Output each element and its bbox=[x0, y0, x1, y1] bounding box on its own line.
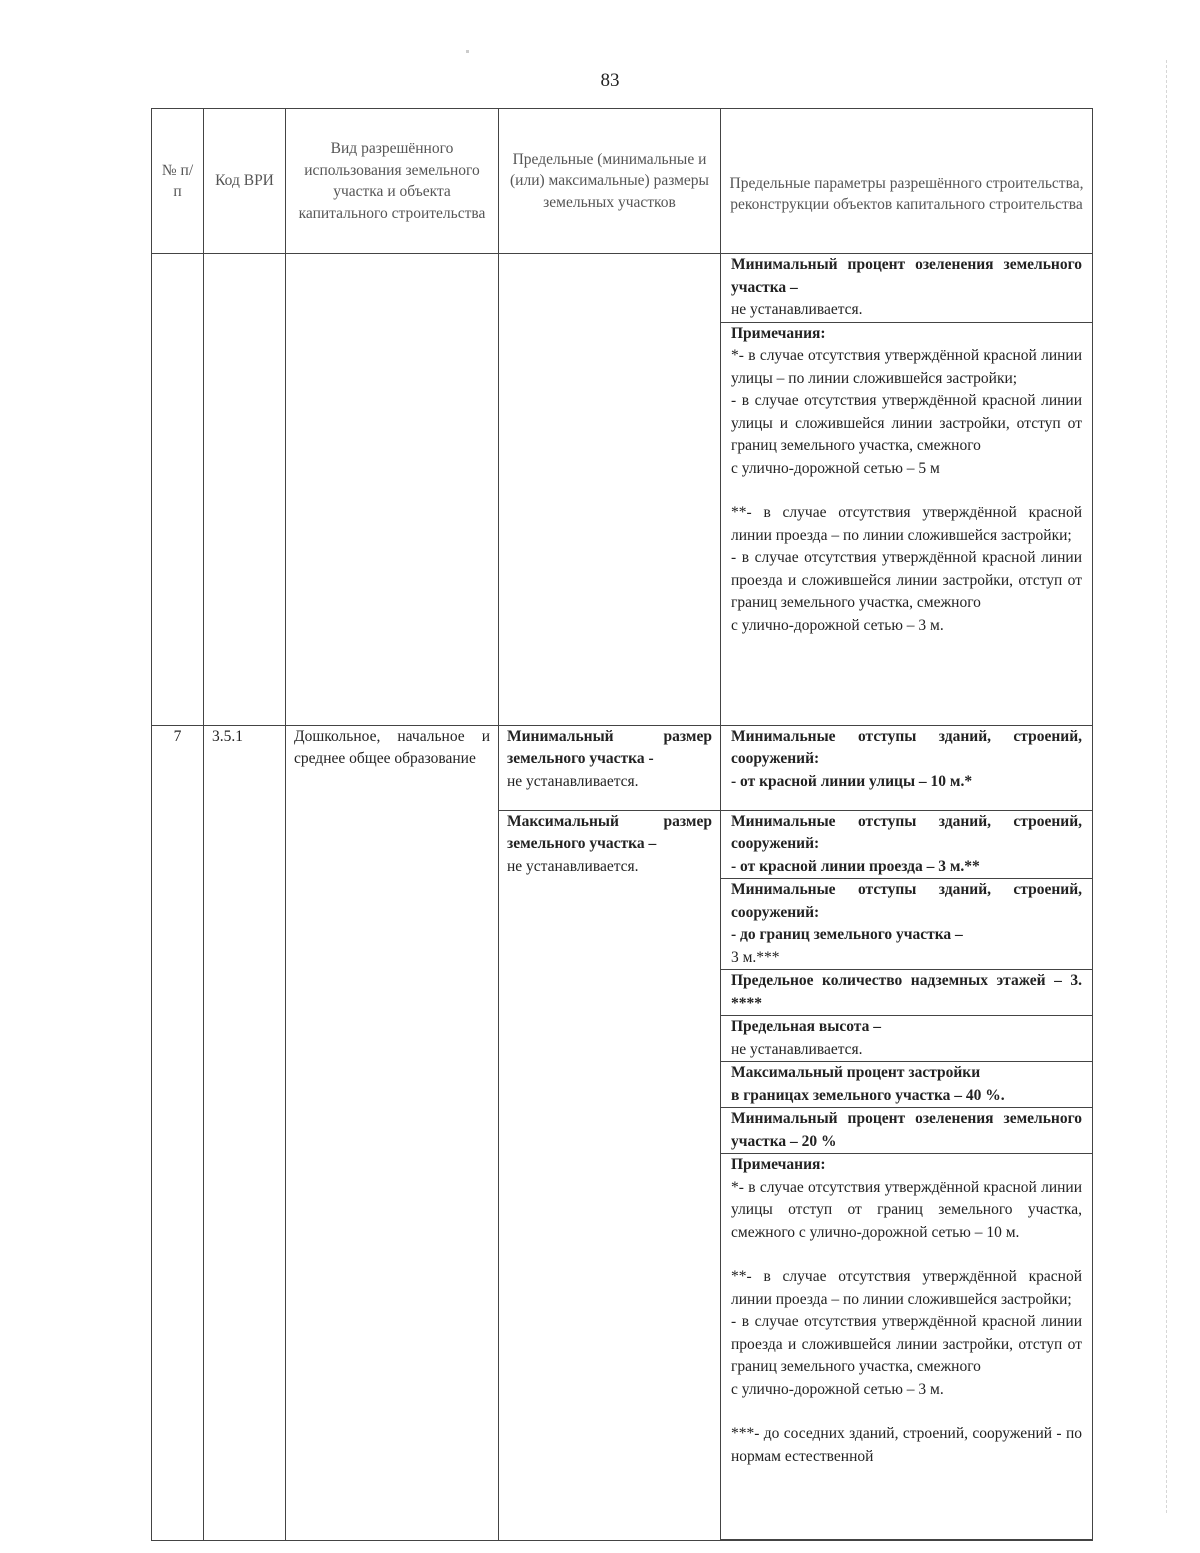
page-number: 83 bbox=[600, 70, 620, 91]
row7-param-floors: Предельное количество надземных этажей – 3. **** bbox=[721, 970, 1093, 1016]
table-row-continuation-green bbox=[152, 254, 1093, 323]
header-sizes: Предельные (минимальные и (или) максимальные) размеры земельных участков bbox=[499, 109, 721, 254]
row7-param-greening: Минимальный процент озеленения земельного участка – 20 % bbox=[721, 1108, 1093, 1154]
header-kind: Вид разрешённого использования земельного участка и объекта капитального строительства bbox=[286, 109, 499, 254]
row7-kind: Дошкольное, начальное и среднее общее образование bbox=[286, 725, 499, 1541]
notes-cont: Примечания: *- в случае отсутствия утверждённой красной линии улицы – по линии сложившейся застройки; - в случае отсутствия утверждённой красной линии улицы и сложившейся линии застройки, отступ от границ земельного участка, смежного с улично-дорожной сетью – 5 м **- в случае отсутствия утверждённой красной линии проезда – по линии сложившейся застройки; - в случае отсутствия утверждённой красной линии проезда и сложившейся линии застройки, отступ от границ земельного участка, смежного с улично-дорожной сетью – 3 м. bbox=[721, 322, 1093, 725]
header-params: Предельные параметры разрешённого строительства, реконструкции объектов капитального строительства bbox=[721, 109, 1093, 254]
row7-param-height: Предельная высота – не устанавливается. bbox=[721, 1016, 1093, 1062]
row7-param-red-line-passage: Минимальные отступы зданий, строений, сооружений: - от красной линии проезда – 3 м.** bbox=[721, 810, 1093, 879]
cont-num-cell bbox=[152, 254, 204, 726]
cont-kind-cell bbox=[286, 254, 499, 726]
row7-param-red-line-street: Минимальные отступы зданий, строений, сооружений: - от красной линии улицы – 10 м.* bbox=[721, 725, 1093, 810]
row7-min-size: Минимальный размер земельного участка - не устанавливается. bbox=[499, 725, 721, 810]
table-row-7 bbox=[152, 725, 1093, 810]
cont-code-cell bbox=[204, 254, 286, 726]
table-header-row bbox=[152, 109, 1093, 254]
row7-code: 3.5.1 bbox=[204, 725, 286, 1541]
land-use-table bbox=[151, 108, 1093, 1541]
param-green-cont: Минимальный процент озеленения земельного участка – не устанавливается. bbox=[721, 254, 1093, 323]
scan-artifact-line bbox=[1166, 60, 1168, 1513]
row7-max-size: Максимальный размер земельного участка – не устанавливается. bbox=[499, 810, 721, 1541]
row7-param-plot-boundary: Минимальные отступы зданий, строений, сооружений: - до границ земельного участка – 3 м.*** bbox=[721, 879, 1093, 970]
header-code: Код ВРИ bbox=[204, 109, 286, 254]
row7-notes: Примечания: *- в случае отсутствия утверждённой красной линии улицы отступ от границ земельного участка, смежного с улично-дорожной сетью – 10 м. **- в случае отсутствия утверждённой красной линии проезда – по линии сложившейся застройки; - в случае отсутствия утверждённой красной линии проезда и сложившейся линии застройки, отступ от границ земельного участка, смежного с улично-дорожной сетью – 3 м. ***- до соседних зданий, строений, сооружений - по нормам естественной bbox=[721, 1154, 1093, 1540]
row7-param-coverage: Максимальный процент застройки в границах земельного участка – 40 %. bbox=[721, 1062, 1093, 1108]
scan-artifact-dot bbox=[466, 50, 469, 53]
row7-num: 7 bbox=[152, 725, 204, 1541]
header-num: № п/п bbox=[152, 109, 204, 254]
cont-sizes-cell bbox=[499, 254, 721, 726]
